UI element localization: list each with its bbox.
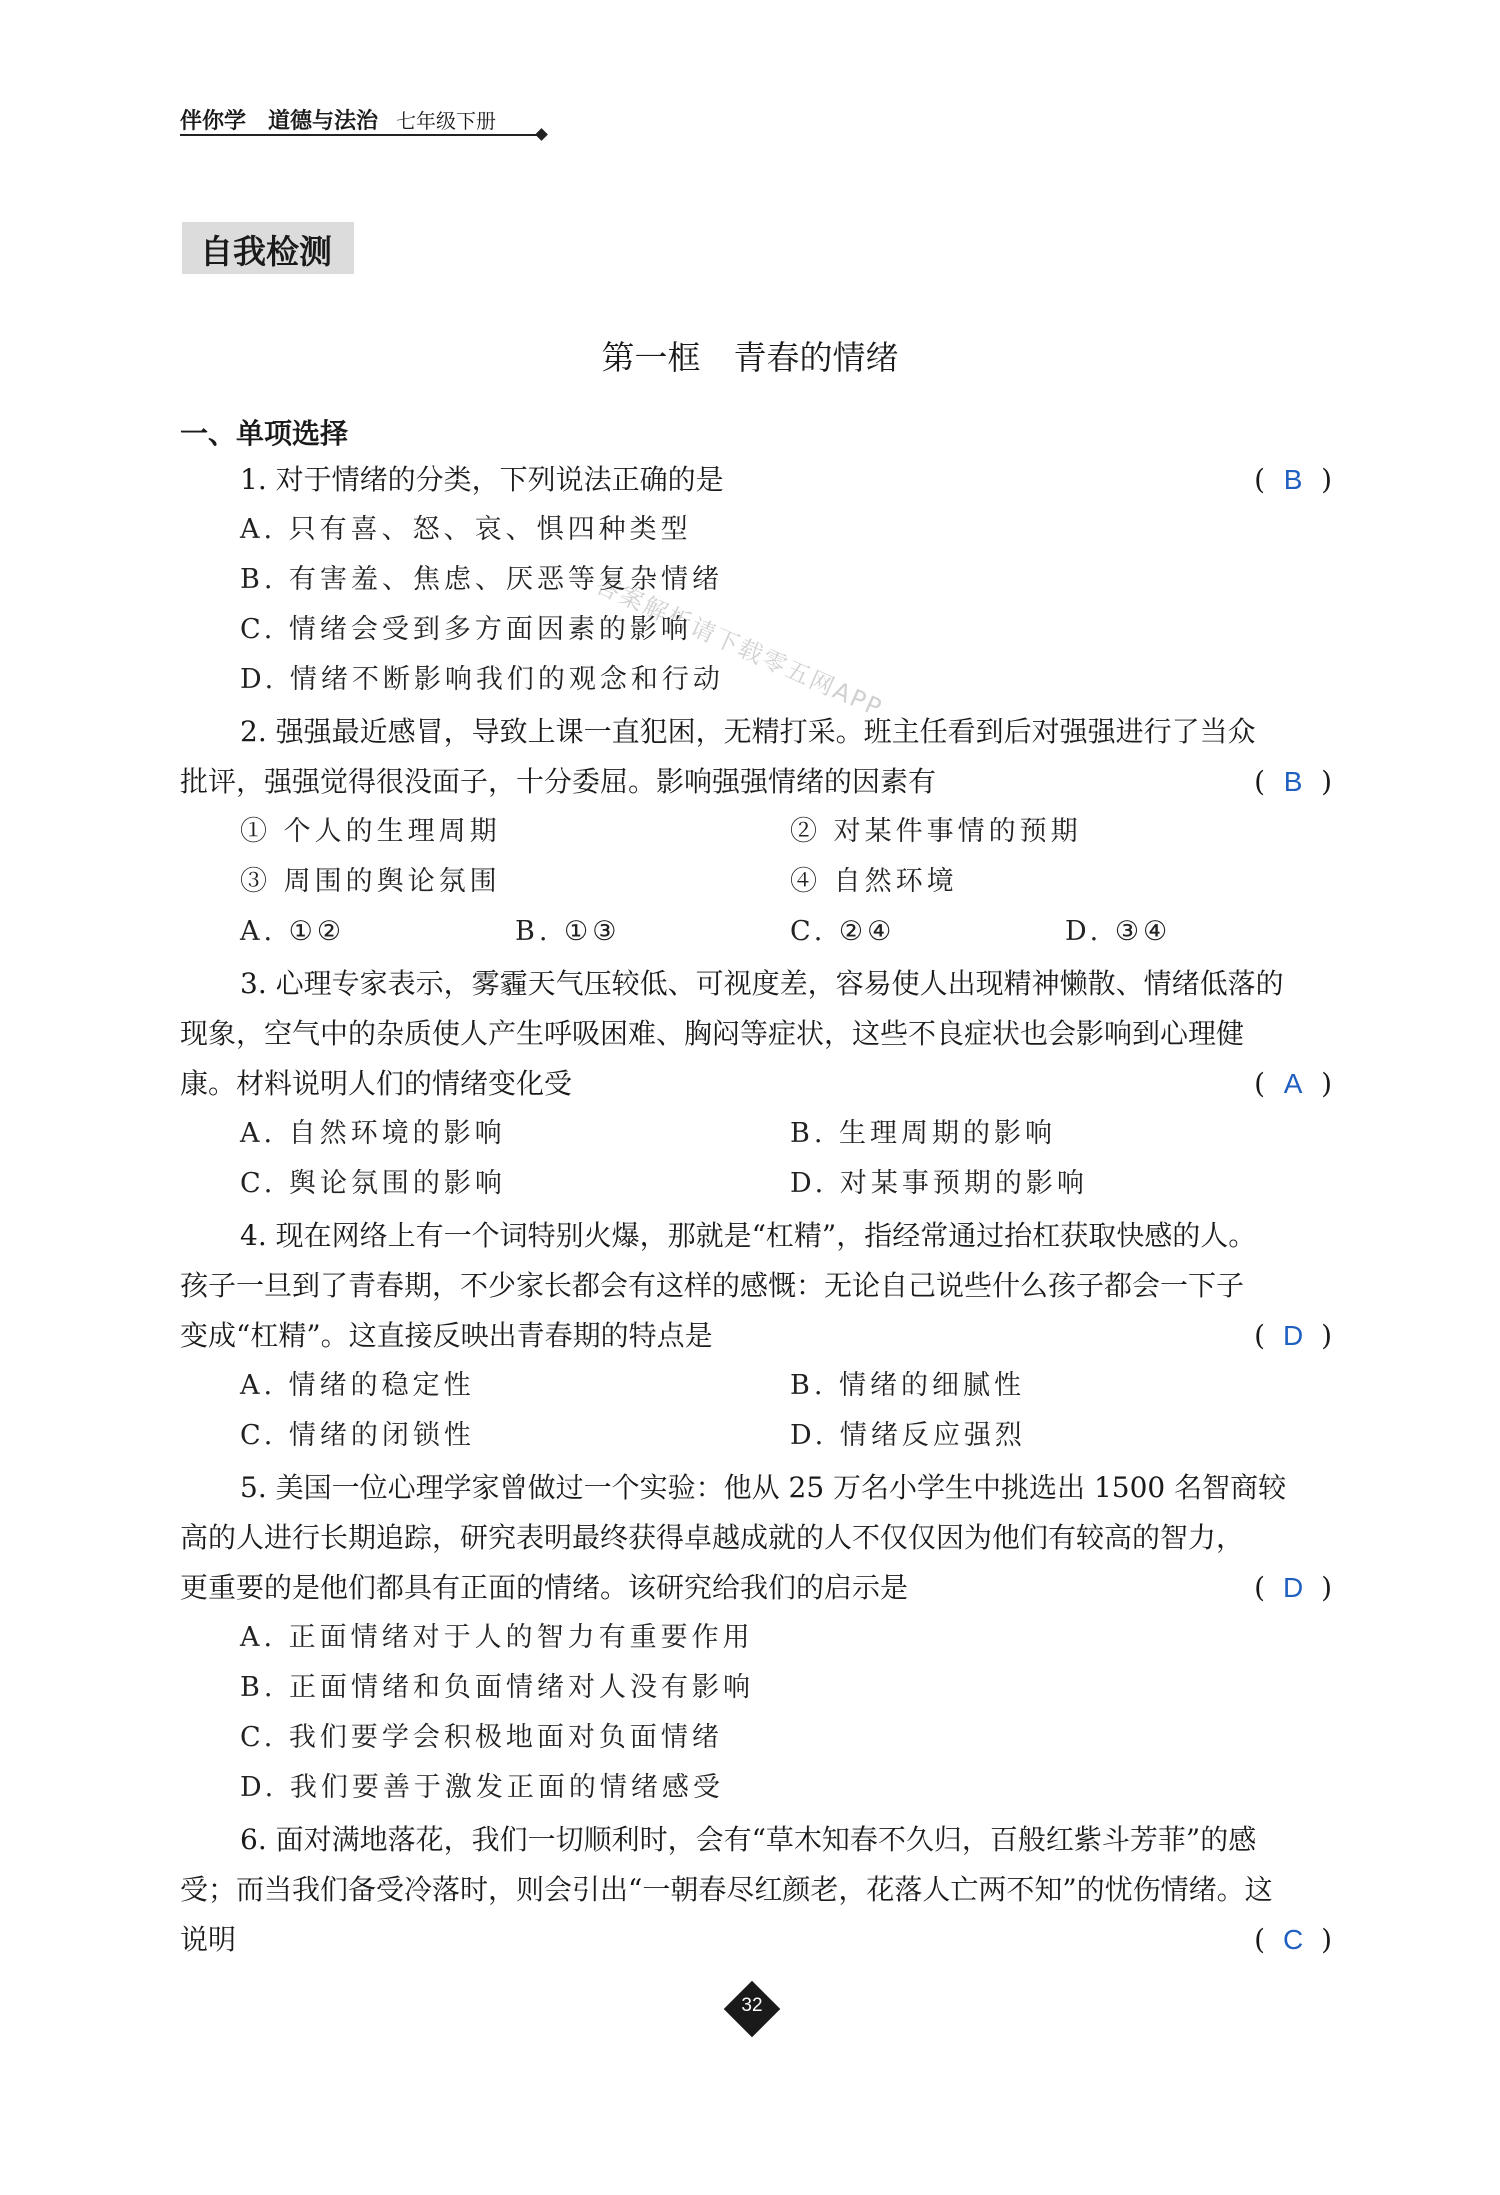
q3-option-c: C. 舆论氛围的影响	[240, 1168, 506, 1199]
q2-stem-line2: 批评，强强觉得很没面子，十分委屈。影响强强情绪的因素有	[180, 765, 937, 798]
section-title-box	[182, 222, 354, 274]
q6-stem-line3: 说明	[180, 1923, 237, 1956]
q3-stem-line3: 康。材料说明人们的情绪变化受	[180, 1067, 573, 1100]
q6-stem-line1: 6. 面对满地落花，我们一切顺利时，会有“草木知春不久归，百般红紫斗芳菲”的感	[240, 1823, 1257, 1856]
q6-answer-value: C	[1282, 1924, 1304, 1955]
header-subtitle: 七年级下册	[396, 109, 497, 133]
q4-stem-line1: 4. 现在网络上有一个词特别火爆，那就是“杠精”，指经常通过抬杠获取快感的人。	[240, 1219, 1257, 1252]
q2-option-c: C. ②④	[790, 916, 896, 947]
q5-option-b: B. 正面情绪和负面情绪对人没有影响	[240, 1672, 755, 1703]
q5-stem-line2: 高的人进行长期追踪，研究表明最终获得卓越成就的人不仅仅因为他们有较高的智力，	[180, 1521, 1245, 1554]
q1-answer-value: B	[1283, 464, 1303, 495]
q5-option-c: C. 我们要学会积极地面对负面情绪	[240, 1722, 723, 1753]
q2-answer-value: B	[1283, 766, 1303, 797]
header-rule	[180, 134, 542, 136]
q1-option-b: B. 有害羞、焦虑、厌恶等复杂情绪	[240, 564, 724, 595]
running-header	[180, 104, 550, 144]
q5-answer-value: D	[1282, 1572, 1304, 1603]
page-number-badge	[725, 1982, 779, 2036]
header-diamond-icon	[535, 128, 548, 141]
q3-option-d: D. 对某事预期的影响	[790, 1168, 1088, 1199]
q4-option-c: C. 情绪的闭锁性	[240, 1420, 475, 1451]
q3-option-a: A. 自然环境的影响	[240, 1118, 506, 1149]
q3-answer: ( A )	[1254, 1064, 1332, 1104]
q5-stem-line1: 5. 美国一位心理学家曾做过一个实验：他从 25 万名小学生中挑选出 1500 名智商较	[240, 1471, 1287, 1504]
lesson-title: 第一框 青春的情绪	[601, 338, 899, 377]
page-number: 32	[741, 1995, 763, 2016]
q2-statement-4: ④ 自然环境	[790, 866, 958, 897]
q5-option-a: A. 正面情绪对于人的智力有重要作用	[240, 1622, 754, 1653]
q4-answer: ( D )	[1254, 1316, 1332, 1356]
q1-option-d: D. 情绪不断影响我们的观念和行动	[240, 664, 724, 695]
part-heading: 一、单项选择	[180, 417, 349, 450]
header-text	[180, 104, 496, 135]
q1-answer: ( B )	[1254, 460, 1332, 500]
q3-stem-line1: 3. 心理专家表示，雾霾天气压较低、可视度差，容易使人出现精神懒散、情绪低落的	[240, 967, 1284, 1000]
q1-option-a: A. 只有喜、怒、哀、惧四种类型	[240, 514, 692, 545]
section-title: 自我检测	[200, 232, 332, 271]
q2-option-b: B. ①③	[515, 916, 621, 947]
q5-option-d: D. 我们要善于激发正面的情绪感受	[240, 1772, 724, 1803]
q2-option-a: A. ①②	[240, 916, 346, 947]
q5-answer: ( D )	[1254, 1568, 1332, 1608]
q2-option-d: D. ③④	[1065, 916, 1172, 947]
q4-option-a: A. 情绪的稳定性	[240, 1370, 475, 1401]
header-title: 伴你学 道德与法治	[180, 109, 379, 134]
q6-stem-line2: 受；而当我们备受冷落时，则会引出“一朝春尽红颜老，花落人亡两不知”的忧伤情绪。这	[180, 1873, 1273, 1906]
q1-stem: 1. 对于情绪的分类，下列说法正确的是	[240, 463, 724, 496]
q4-stem-line3: 变成“杠精”。这直接反映出青春期的特点是	[180, 1319, 713, 1352]
q4-stem-line2: 孩子一旦到了青春期，不少家长都会有这样的感慨：无论自己说些什么孩子都会一下子	[180, 1269, 1245, 1302]
q5-stem-line3: 更重要的是他们都具有正面的情绪。该研究给我们的启示是	[180, 1571, 909, 1604]
q3-answer-value: A	[1283, 1068, 1303, 1099]
q2-answer: ( B )	[1254, 762, 1332, 802]
q2-stem-line1: 2. 强强最近感冒，导致上课一直犯困，无精打采。班主任看到后对强强进行了当众	[240, 715, 1256, 748]
q4-option-d: D. 情绪反应强烈	[790, 1420, 1026, 1451]
q2-statement-1: ① 个人的生理周期	[240, 816, 501, 847]
q4-answer-value: D	[1282, 1320, 1304, 1351]
watermark: 答案解析请下载零五网APP	[591, 570, 888, 723]
q4-option-b: B. 情绪的细腻性	[790, 1370, 1026, 1401]
q3-option-b: B. 生理周期的影响	[790, 1118, 1057, 1149]
q6-answer: ( C )	[1254, 1920, 1332, 1960]
q3-stem-line2: 现象，空气中的杂质使人产生呼吸困难、胸闷等症状，这些不良症状也会影响到心理健	[180, 1017, 1245, 1050]
q1-option-c: C. 情绪会受到多方面因素的影响	[240, 614, 692, 645]
q2-statement-2: ② 对某件事情的预期	[790, 816, 1082, 847]
q2-statement-3: ③ 周围的舆论氛围	[240, 866, 501, 897]
